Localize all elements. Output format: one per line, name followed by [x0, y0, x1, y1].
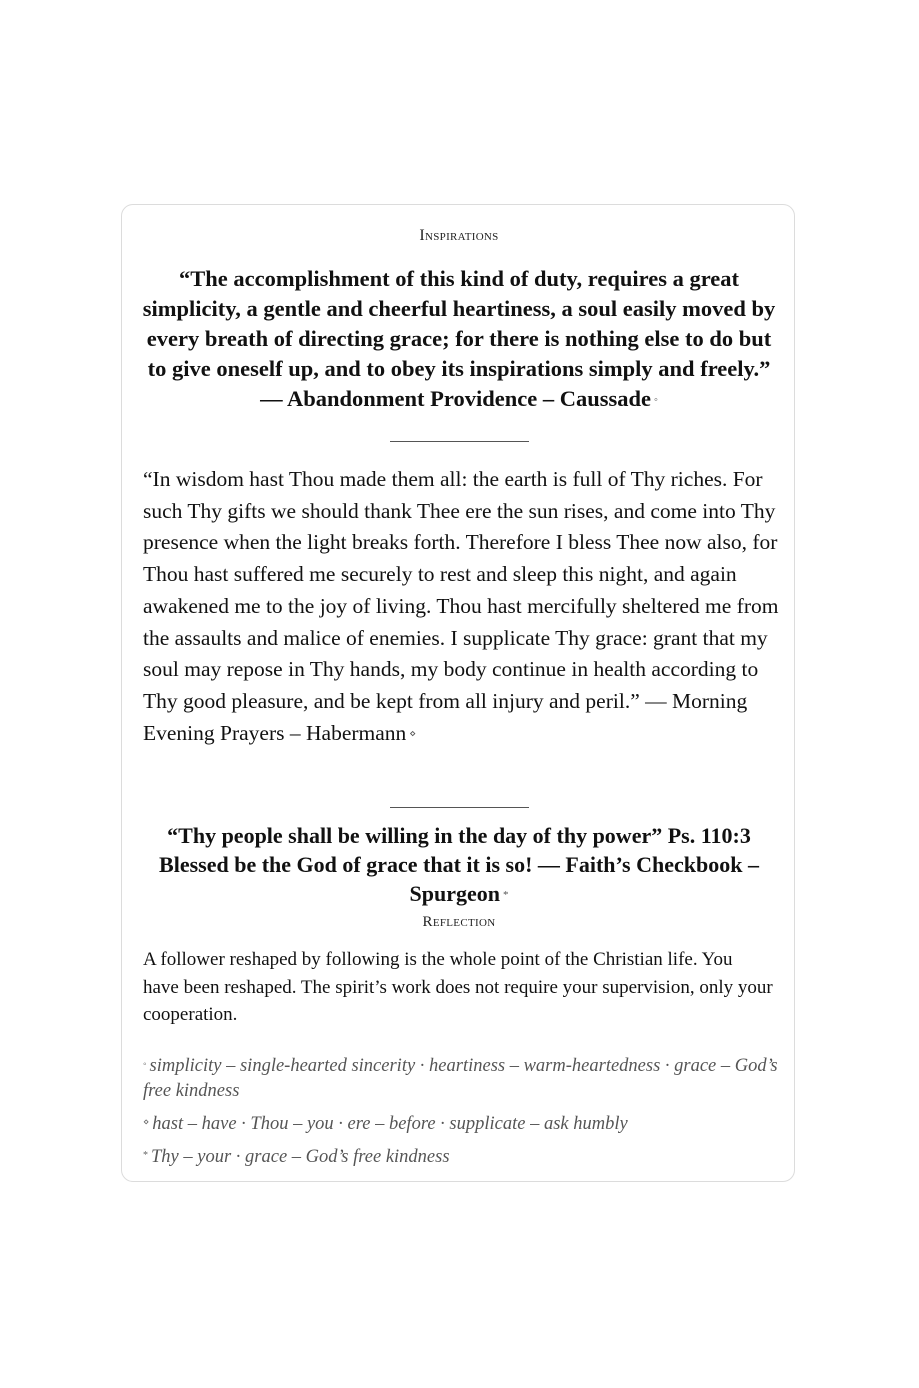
glossary-text: simplicity – single-hearted sincerity · heartiness – warm-heartedness · grace – God’s free kindness [143, 1056, 778, 1101]
spurgeon-quote [140, 821, 778, 910]
devotional-card [121, 204, 795, 1182]
quote-attribution: — Abandonment Providence – Caussade [260, 386, 651, 411]
divider [390, 441, 529, 442]
glossary-text: hast – have · Thou – you · ere – before · supplicate – ask humbly [152, 1114, 628, 1134]
quote-text: “Thy people shall be willing in the day of thy power” Ps. 110:3 Blessed be the God of grace that it is so! [159, 823, 751, 877]
footnote-mark: ⋄ [409, 727, 417, 740]
footnote-mark: ⋄ [143, 1117, 150, 1128]
quote-attribution: — Faith’s Checkbook – Spurgeon [409, 852, 759, 906]
glossary-entry [143, 1052, 779, 1104]
footnote-mark: * [143, 1150, 148, 1161]
reflection-text: A follower reshaped by following is the whole point of the Christian life. You have been reshaped. The spirit’s work does not require your supervision, only your cooperation. [143, 949, 773, 1025]
quote-text: “In wisdom hast Thou made them all: the earth is full of Thy riches. For such Thy gifts we should thank Thee ere the sun rises, and come into Thy presence when the light breaks forth. Therefore I bless Thee now also, for Thou hast suffered me securely to rest and sleep this night, and again awakened me to the joy of living. Thou hast mercifully sheltered me from the assaults and malice of enemies. I supplicate Thy grace: grant that my soul may repose in Thy hands, my body continue in health according to Thy good pleasure, and be kept from all injury and peril.” [143, 467, 779, 713]
glossary-entry [143, 1110, 779, 1137]
quote-text: “The accomplishment of this kind of duty, requires a great simplicity, a gentle and cheerful heartiness, a soul easily moved by every breath of directing grace; for there is nothing else to do but to give oneself up, and to obey its inspirations simply and freely.” [142, 266, 776, 381]
caussade-quote [140, 264, 778, 415]
section-heading: Inspirations [419, 227, 499, 244]
glossary-entry [143, 1143, 779, 1170]
footnote-mark: ◦ [653, 394, 658, 406]
footnote-mark: ◦ [143, 1059, 147, 1070]
footnote-mark: * [502, 889, 509, 901]
quote-attribution: — Morning Evening Prayers – Habermann [143, 688, 748, 745]
divider [390, 807, 529, 808]
glossary-text: Thy – your · grace – God’s free kindness [151, 1147, 450, 1167]
habermann-quote [143, 464, 779, 750]
reflection-heading: Reflection [422, 914, 496, 930]
